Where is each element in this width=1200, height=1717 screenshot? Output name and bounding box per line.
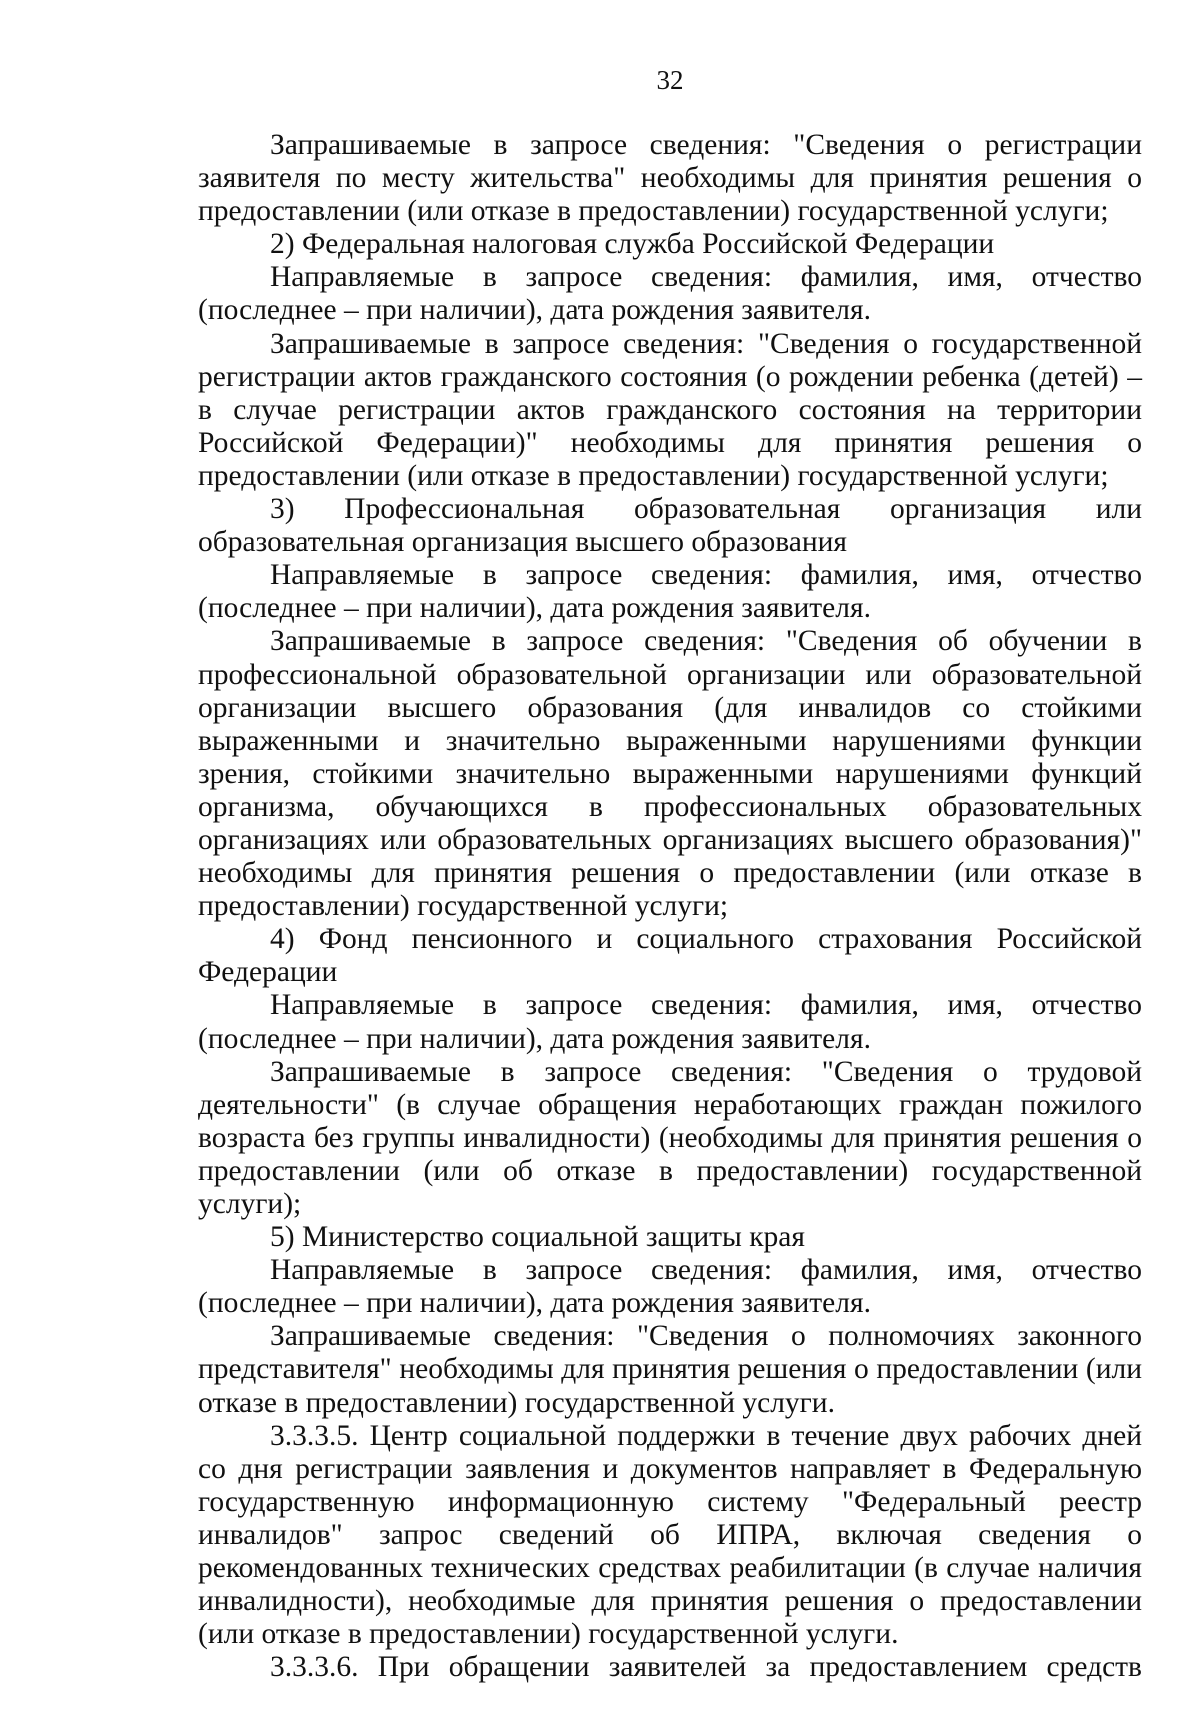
paragraph-item-5-social-ministry: 5) Министерство социальной защиты края (270, 1221, 805, 1254)
paragraph-requested-education-info: Запрашиваемые в запросе сведения: "Сведения об обучении в профессиональной образовательной организации или образовательной организации высшего образования (для инвалидов со стойкими выраженными и значительно выраженными нарушениями функции зрения, стойкими значительно выраженными нарушениями функций организма, обучающихся в профессиональных образовательных организациях или образовательных организациях высшего образования)" необходимы для принятия решения о предоставлении (или отказе в предоставлении) государственной услуги; (198, 625, 1142, 923)
paragraph-requested-civil-status-info: Запрашиваемые в запросе сведения: "Сведения о государственной регистрации актов гражданского состояния (о рождении ребенка (детей) – в случае регистрации актов гражданского состояния на территории Российской Федерации)" необходимы для принятия решения о предоставлении (или отказе в предоставлении) государственной услуги; (198, 327, 1142, 492)
paragraph-item-2-tax-service: 2) Федеральная налоговая служба Российской Федерации (270, 228, 995, 261)
document-body (198, 129, 1142, 1684)
paragraph-requested-representative-info: Запрашиваемые сведения: "Сведения о полномочиях законного представителя" необходимы для принятия решения о предоставлении (или отказе в предоставлении) государственной услуги. (198, 1320, 1142, 1419)
paragraph-requested-employment-info: Запрашиваемые в запросе сведения: "Сведения о трудовой деятельности" (в случае обращения неработающих граждан пожилого возраста без группы инвалидности) (необходимы для принятия решения о предоставлении (или об отказе в предоставлении) государственной услуги); (198, 1055, 1142, 1220)
paragraph-sent-info: Направляемые в запросе сведения: фамилия, имя, отчество (последнее – при наличии), дата рождения заявителя. (198, 1254, 1142, 1320)
paragraph-section-3-3-3-6: 3.3.3.6. При обращении заявителей за предоставлением средств (270, 1651, 1142, 1684)
paragraph-sent-info: Направляемые в запросе сведения: фамилия, имя, отчество (последнее – при наличии), дата рождения заявителя. (198, 261, 1142, 327)
paragraph-section-3-3-3-5: 3.3.3.5. Центр социальной поддержки в течение двух рабочих дней со дня регистрации заявления и документов направляет в Федеральную государственную информационную систему "Федеральный реестр инвалидов" запрос сведений об ИПРА, включая сведения о рекомендованных технических средствах реабилитации (в случае наличия инвалидности), необходимые для принятия решения о предоставлении (или отказе в предоставлении) государственной услуги. (198, 1419, 1142, 1651)
paragraph-item-3-educational-organization: 3) Профессиональная образовательная организация или образовательная организация высшего образования (198, 493, 1142, 559)
paragraph-item-4-pension-fund: 4) Фонд пенсионного и социального страхования Российской Федерации (198, 923, 1142, 989)
paragraph-sent-info: Направляемые в запросе сведения: фамилия, имя, отчество (последнее – при наличии), дата рождения заявителя. (198, 989, 1142, 1055)
page-number: 32 (656, 65, 684, 95)
paragraph-sent-info: Направляемые в запросе сведения: фамилия, имя, отчество (последнее – при наличии), дата рождения заявителя. (198, 559, 1142, 625)
paragraph-requested-registration-info: Запрашиваемые в запросе сведения: "Сведения о регистрации заявителя по месту жительства" необходимы для принятия решения о предоставлении (или отказе в предоставлении) государственной услуги; (198, 129, 1142, 228)
